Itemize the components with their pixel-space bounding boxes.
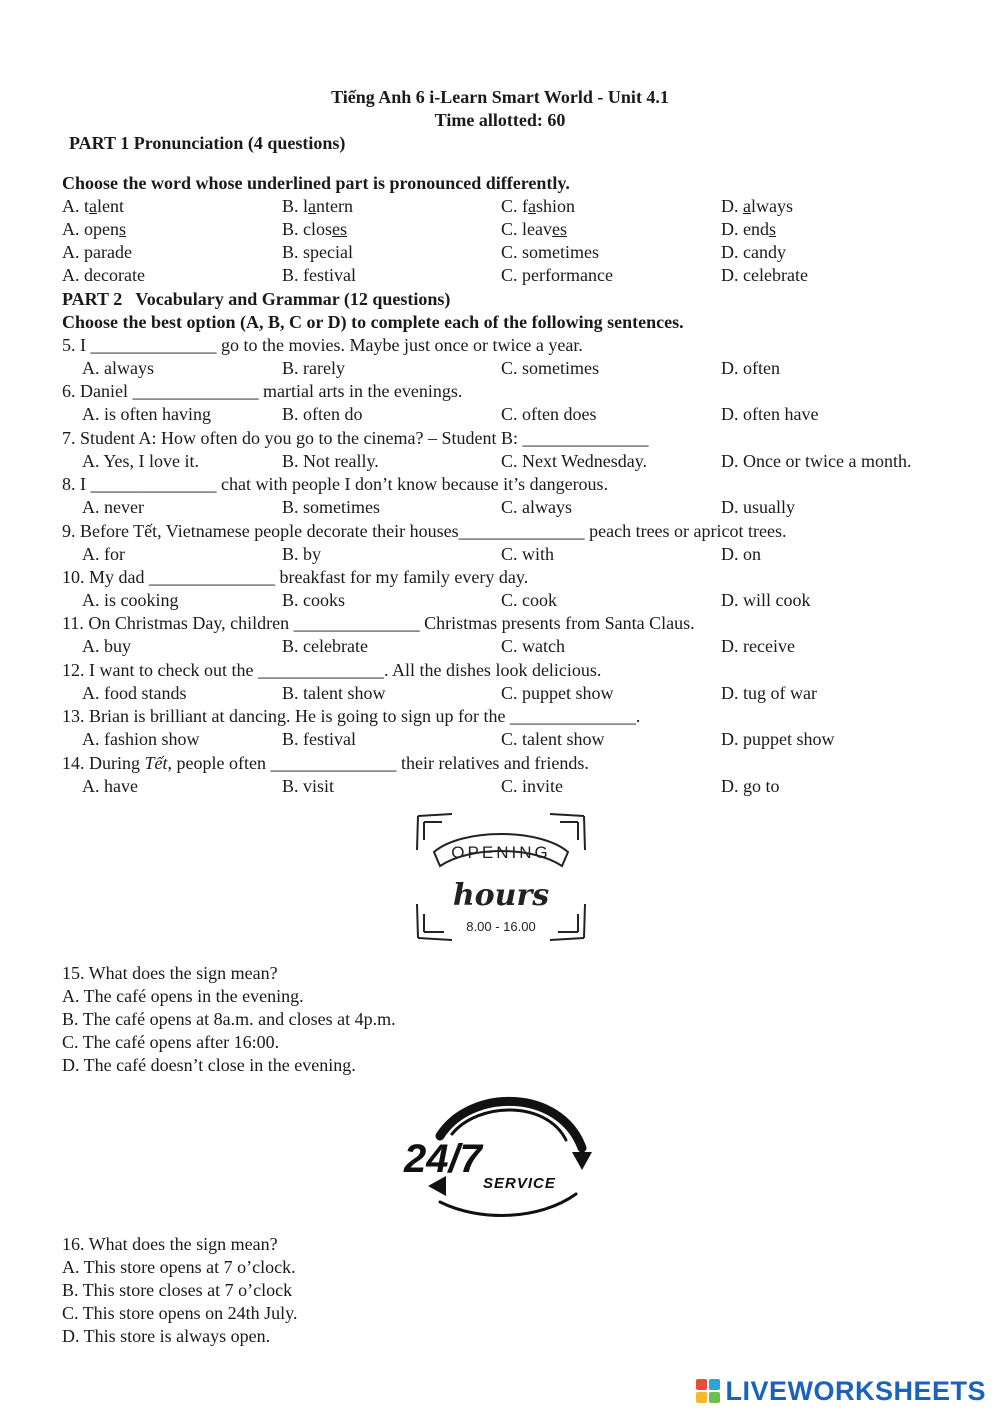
option-text: C. leav: [501, 219, 552, 239]
option-text: B. clos: [282, 219, 333, 239]
service-sign-graphic: [400, 1090, 605, 1220]
answer-option: B. by: [282, 544, 322, 564]
question-text: [62, 566, 528, 589]
question-stem: 6. Daniel ______________ martial arts in the evenings.: [62, 381, 463, 401]
question-text: [62, 705, 640, 728]
question-stem: 10. My dad ______________ breakfast for my family every day.: [62, 567, 529, 587]
answer-option: B. visit: [282, 776, 335, 796]
pronunciation-option: [501, 195, 575, 218]
answer-option: C. always: [501, 497, 572, 517]
question-text: [62, 659, 601, 682]
underlined-part: s: [769, 219, 777, 239]
pronunciation-option: [62, 241, 132, 264]
q16-option: B. This store closes at 7 o’clock: [62, 1280, 293, 1300]
answer-option: B. festival: [282, 729, 356, 749]
logo-grid-icon: [696, 1379, 720, 1403]
question-stem: 5. I ______________ go to the movies. Maybe just once or twice a year.: [62, 335, 583, 355]
question-text: [62, 612, 695, 635]
pronunciation-option: [721, 264, 808, 287]
service-24-7-sign: [400, 1090, 605, 1220]
answer-option: B. celebrate: [282, 636, 368, 656]
q16-option: A. This store opens at 7 o’clock.: [62, 1257, 296, 1277]
pronunciation-option: [282, 218, 347, 241]
part1-heading: PART 1 Pronunciation (4 questions): [69, 133, 346, 153]
sign-hours-text: hours: [452, 878, 550, 913]
question-text: [62, 473, 608, 496]
pronunciation-option: [282, 195, 353, 218]
option-text: A. open: [62, 219, 119, 239]
underlined-part: a: [743, 196, 751, 216]
answer-option: C. sometimes: [501, 358, 599, 378]
answer-option: C. talent show: [501, 729, 605, 749]
answer-option: A. always: [82, 358, 154, 378]
answer-option: D. usually: [721, 497, 795, 517]
option-text: A. decorate: [62, 265, 145, 285]
underlined-part: es: [552, 219, 567, 239]
pronunciation-option: [721, 195, 793, 218]
answer-option: D. go to: [721, 776, 780, 796]
pronunciation-option: [501, 241, 599, 264]
question-stem: 7. Student A: How often do you go to the cinema? – Student B: ______________: [62, 428, 649, 448]
answer-option: C. often does: [501, 404, 597, 424]
question-italic: Tết: [144, 753, 168, 773]
sign-service-text: SERVICE: [483, 1175, 556, 1192]
pronunciation-option: [282, 241, 353, 264]
pronunciation-option: [62, 264, 145, 287]
q16-option: D. This store is always open.: [62, 1326, 271, 1346]
option-text: B. festival: [282, 265, 356, 285]
question-text: [62, 334, 583, 357]
option-text: C. performance: [501, 265, 613, 285]
answer-option: A. food stands: [82, 683, 187, 703]
answer-option: A. buy: [82, 636, 131, 656]
underlined-part: a: [528, 196, 536, 216]
answer-option: D. receive: [721, 636, 795, 656]
answer-option: A. is cooking: [82, 590, 179, 610]
underlined-part: a: [89, 196, 97, 216]
option-text: B. l: [282, 196, 309, 216]
underlined-part: s: [119, 219, 127, 239]
pronunciation-option: [721, 241, 786, 264]
pronunciation-option: [721, 218, 776, 241]
option-text: D. end: [721, 219, 769, 239]
logo-square: [709, 1392, 720, 1403]
q16-option: C. This store opens on 24th July.: [62, 1303, 298, 1323]
answer-option: A. Yes, I love it.: [82, 451, 200, 471]
pronunciation-option: [282, 264, 356, 287]
underlined-part: es: [332, 219, 348, 239]
answer-option: D. will cook: [721, 590, 811, 610]
logo-square: [696, 1392, 707, 1403]
option-text: C. f: [501, 196, 528, 216]
liveworksheets-logo: [696, 1374, 986, 1408]
pronunciation-option: [62, 218, 126, 241]
question-stem: 11. On Christmas Day, children ______________ Christmas presents from Santa Claus.: [62, 613, 695, 633]
opening-hours-sign: [412, 810, 590, 944]
answer-option: A. is often having: [82, 404, 211, 424]
answer-option: D. puppet show: [721, 729, 835, 749]
question-stem: 13. Brian is brilliant at dancing. He is going to sign up for the ______________.: [62, 706, 641, 726]
part2-heading: PART 2 Vocabulary and Grammar (12 questions): [62, 289, 451, 309]
question-stem: 9. Before Tết, Vietnamese people decorate their houses______________ peach trees or apricot trees.: [62, 521, 787, 541]
answer-option: A. never: [82, 497, 144, 517]
sign-opening-text: OPENING: [451, 843, 551, 862]
option-text: D.: [721, 196, 743, 216]
question-text: [62, 752, 589, 775]
option-text: lways: [751, 196, 793, 216]
question-stem: 14. During: [62, 753, 145, 773]
answer-option: D. often have: [721, 404, 819, 424]
q15-option: A. The café opens in the evening.: [62, 986, 304, 1006]
pronunciation-option: [501, 264, 613, 287]
answer-option: C. watch: [501, 636, 565, 656]
option-text: C. sometimes: [501, 242, 599, 262]
answer-option: C. cook: [501, 590, 557, 610]
logo-square: [696, 1379, 707, 1390]
question-stem: 8. I ______________ chat with people I don’t know because it’s dangerous.: [62, 474, 609, 494]
underlined-part: a: [308, 196, 317, 216]
q15-question: 15. What does the sign mean?: [62, 963, 278, 983]
answer-option: B. cooks: [282, 590, 345, 610]
answer-option: B. talent show: [282, 683, 386, 703]
opening-hours-sign-graphic: [412, 810, 590, 944]
option-text: ntern: [316, 196, 353, 216]
part2-instruction: Choose the best option (A, B, C or D) to complete each of the following sentences.: [62, 312, 684, 332]
answer-option: D. often: [721, 358, 780, 378]
pronunciation-option: [501, 218, 567, 241]
question-text: [62, 380, 462, 403]
answer-option: A. for: [82, 544, 125, 564]
answer-option: B. often do: [282, 404, 363, 424]
q15-option: C. The café opens after 16:00.: [62, 1032, 280, 1052]
logo-text: LIVEWORKSHEETS: [725, 1375, 986, 1406]
option-text: lent: [97, 196, 124, 216]
answer-option: D. tug of war: [721, 683, 817, 703]
option-text: A. t: [62, 196, 89, 216]
question-text: [62, 520, 787, 543]
pronunciation-option: [62, 195, 124, 218]
answer-option: C. puppet show: [501, 683, 614, 703]
answer-option: B. rarely: [282, 358, 345, 378]
option-text: B. special: [282, 242, 353, 262]
q15-option: B. The café opens at 8a.m. and closes at 4p.m.: [62, 1009, 396, 1029]
q16-question: 16. What does the sign mean?: [62, 1234, 278, 1254]
q15-option: D. The café doesn’t close in the evening.: [62, 1055, 356, 1075]
answer-option: C. Next Wednesday.: [501, 451, 648, 471]
option-text: A. parade: [62, 242, 132, 262]
sign-time-text: 8.00 - 16.00: [466, 919, 536, 934]
time-allotted: Time allotted: 60: [434, 110, 566, 130]
worksheet-title: Tiếng Anh 6 i-Learn Smart World - Unit 4.1: [331, 87, 669, 107]
arrow-head-icon: [572, 1152, 592, 1170]
part1-instruction: Choose the word whose underlined part is pronounced differently.: [62, 173, 570, 193]
answer-option: D. on: [721, 544, 761, 564]
question-stem: , people often ______________ their relatives and friends.: [167, 753, 589, 773]
question-stem: 12. I want to check out the ______________. All the dishes look delicious.: [62, 660, 602, 680]
answer-option: A. have: [82, 776, 138, 796]
logo-square: [709, 1379, 720, 1390]
answer-option: C. invite: [501, 776, 563, 796]
answer-option: A. fashion show: [82, 729, 200, 749]
answer-option: B. Not really.: [282, 451, 379, 471]
option-text: D. candy: [721, 242, 786, 262]
option-text: D. celebrate: [721, 265, 808, 285]
answer-option: B. sometimes: [282, 497, 380, 517]
sign-24-7-text: 24/7: [404, 1137, 482, 1181]
option-text: shion: [536, 196, 576, 216]
answer-option: C. with: [501, 544, 555, 564]
question-text: [62, 427, 648, 450]
answer-option: D. Once or twice a month.: [721, 451, 912, 471]
